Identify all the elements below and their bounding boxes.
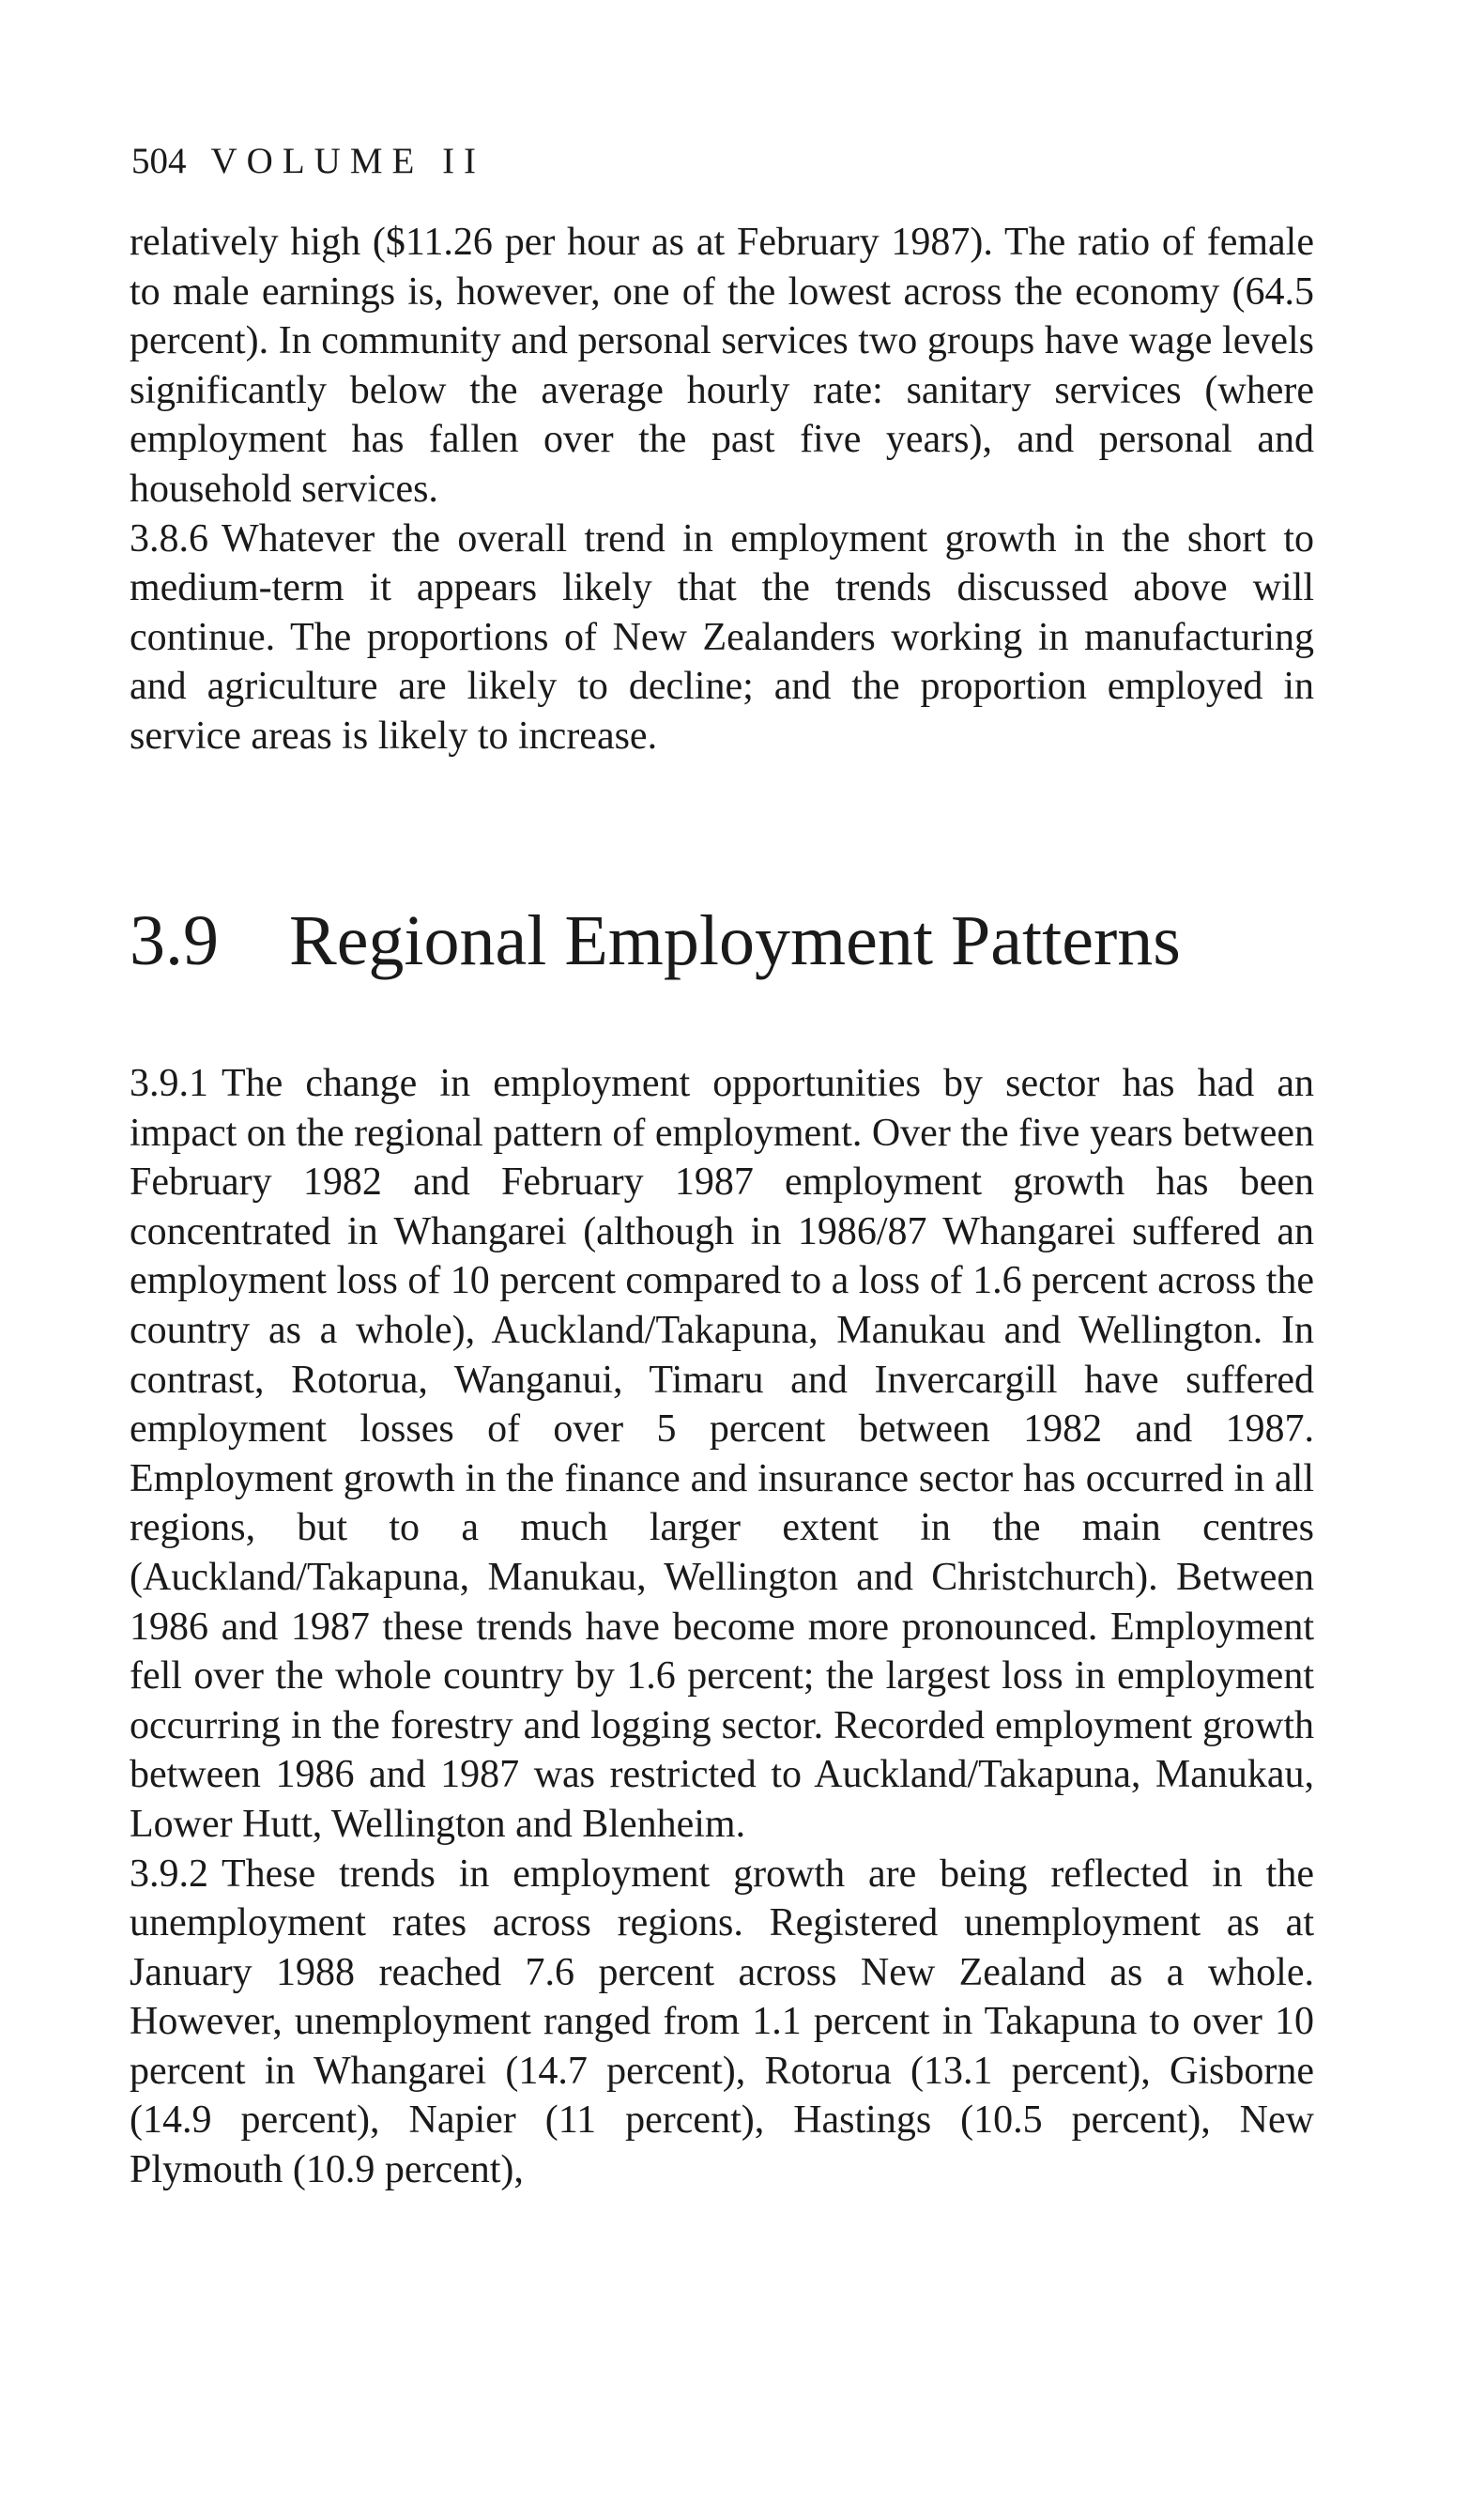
paragraph-number: 3.8.6 xyxy=(130,516,208,561)
paragraph-number: 3.9.1 xyxy=(130,1062,208,1105)
paragraph-3-8-6 xyxy=(130,515,1314,761)
paragraph-text: Whatever the overall trend in employment growth in the short to medium-term it appears likely that the trends discussed above will continue. The proportions of New Zealanders working in manufacturing and agriculture are likely to decline; and the proportion employed in service areas is likely to increase. xyxy=(130,516,1314,758)
paragraph-3-9-1 xyxy=(130,1059,1314,1850)
paragraph-3-9-2 xyxy=(130,1850,1314,2195)
page-number: 504 xyxy=(131,141,187,181)
section-number: 3.9 xyxy=(130,901,219,980)
top-text-block xyxy=(130,218,1314,761)
section-title: Regional Employment Patterns xyxy=(289,901,1181,980)
continuation-paragraph: relatively high ($11.26 per hour as at February 1987). The ratio of female to male earnings is, however, one of the lowest across the economy (64.5 percent). In community and personal services two groups have wage levels significantly below the average hourly rate: sanitary services (where employment has fallen over the past five years), and personal and household services. xyxy=(130,221,1314,511)
volume-label: VOLUME II xyxy=(210,141,486,181)
paragraph-text: These trends in employment growth are being reflected in the unemployment rates across regions. Registered unemployment as at January 1988 reached 7.6 percent across New Zealand as a whole. However, unemployment ranged from 1.1 percent in Takapuna to over 10 percent in Whangarei (14.7 percent), Rotorua (13.1 percent), Gisborne (14.9 percent), Napier (11 percent), Hastings (10.5 percent), New Plymouth (10.9 percent), xyxy=(130,1852,1314,2192)
section-heading xyxy=(130,894,1181,988)
bottom-text-block xyxy=(130,1059,1314,2195)
paragraph-text: The change in employment opportunities by sector has had an impact on the regional pattern of employment. Over the five years between February 1982 and February 1987 employment growth has been concentrated in Whangarei (although in 1986/87 Whangarei suffered an employment loss of 10 percent compared to a loss of 1.6 percent across the country as a whole), Auckland/Takapuna, Manukau and Wellington. In contrast, Rotorua, Wanganui, Timaru and Invercargill have suffered employment losses of over 5 percent between 1982 and 1987. Employment growth in the finance and insurance sector has occurred in all regions, but to a much larger extent in the main centres (Auckland/Takapuna, Manukau, Wellington and Christchurch). Between 1986 and 1987 these trends have become more pronounced. Employment fell over the whole country by 1.6 percent; the largest loss in employment occurring in the forestry and logging sector. Recorded employment growth between 1986 and 1987 was restricted to Auckland/Takapuna, Manukau, Lower Hutt, Wellington and Blenheim. xyxy=(130,1062,1314,1846)
running-head xyxy=(131,139,485,184)
paragraph-number: 3.9.2 xyxy=(130,1852,208,1896)
